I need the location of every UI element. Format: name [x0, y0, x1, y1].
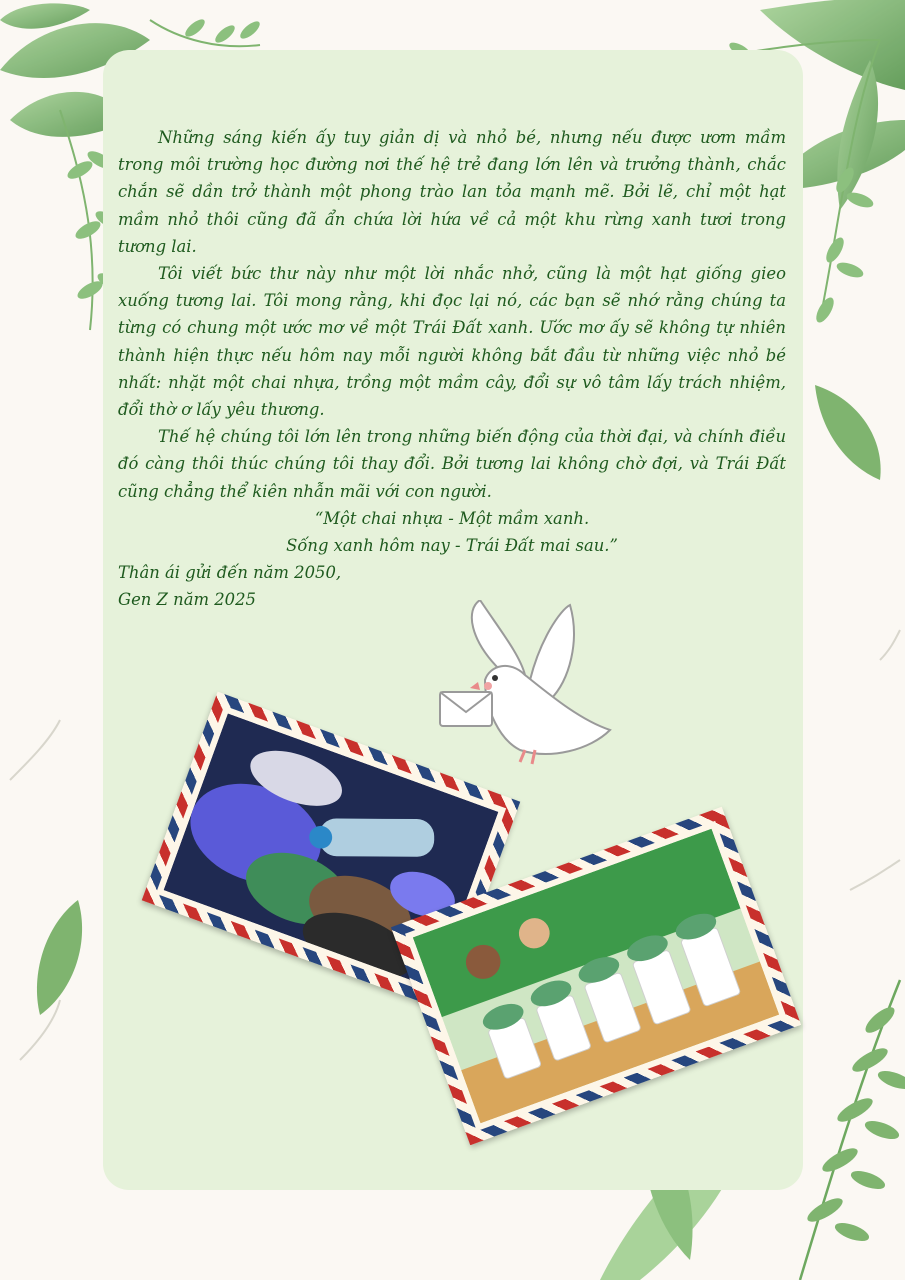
letter-paragraph: Thế hệ chúng tôi lớn lên trong những biến động của thời đại, và chính điều đó càng thôi thúc chúng tôi thay đổi. Bởi tương lai không chờ đợi, và Trái Đất cũng chẳng thể kiên nhẫn mãi với con người. [118, 427, 786, 501]
quote-line: “Một chai nhựa - Một mầm xanh. [314, 508, 590, 528]
closing-line: Thân ái gửi đến năm 2050, [118, 563, 342, 583]
letter-paragraph: Những sáng kiến ấy tuy giản dị và nhỏ bé, nhưng nếu được ươm mầm trong môi trường học đường nơi thế hệ trẻ đang lớn lên và trưởng thành, chắc chắn sẽ dần trở thành một phong trào lan tỏa mạnh mẽ. Bởi lẽ, chỉ một hạt mầm nhỏ thôi cũng đã ẩn chứa lời hứa về cả một khu rừng xanh tươi trong tương lai. [118, 128, 786, 256]
letter-paragraph: Tôi viết bức thư này như một lời nhắc nhở, cũng là một hạt giống gieo xuống tương lai. Tôi mong rằng, khi đọc lại nó, các bạn sẽ nhớ rằng chúng ta từng có chung một ước mơ về một Trái Đất xanh. Ước mơ ấy sẽ không tự nhiên thành hiện thực nếu hôm nay mỗi người không bắt đầu từ những việc nhỏ bé nhất: nhặt một chai nhựa, trồng một mầm cây, đổi sự vô tâm lấy trách nhiệm, đổi thờ ơ lấy yêu thương. [118, 264, 786, 420]
dove-icon [430, 600, 630, 780]
letter-body [118, 124, 786, 614]
quote-line: Sống xanh hôm nay - Trái Đất mai sau.” [286, 536, 618, 556]
signature: Gen Z năm 2025 [118, 590, 256, 610]
